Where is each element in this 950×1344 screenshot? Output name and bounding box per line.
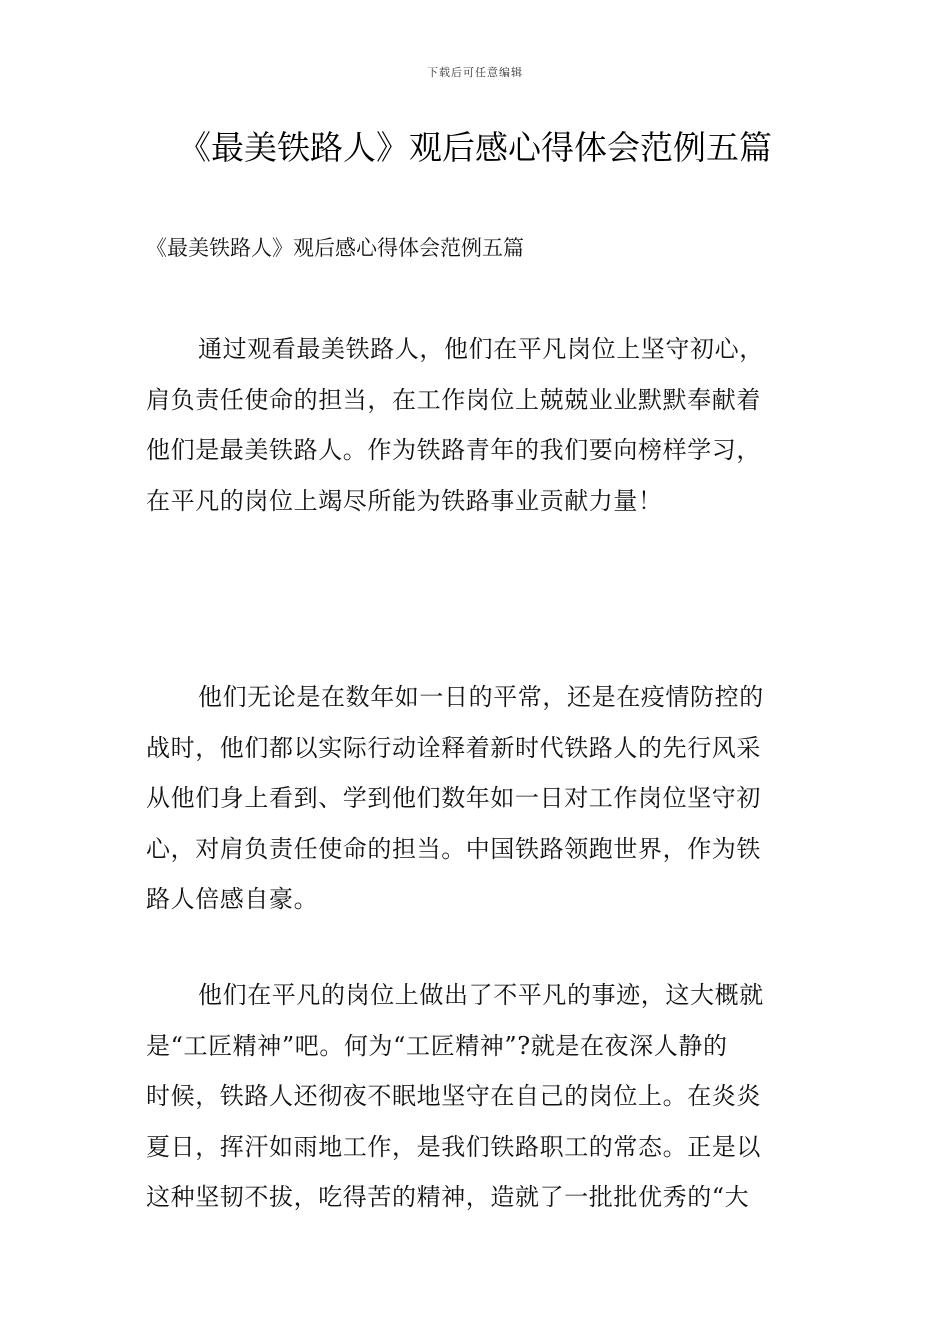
paragraph-line: 这种坚韧不拔，吃得苦的精神，造就了一批批优秀的“大 — [146, 1183, 750, 1212]
document-title: 《最美铁路人》观后感心得体会范例五篇 — [178, 128, 772, 167]
paragraph-line: 从他们身上看到、学到他们数年如一日对工作岗位坚守初 — [146, 784, 761, 813]
paragraph-2 — [146, 680, 806, 933]
paragraph-line: 战时，他们都以实际行动诠释着新时代铁路人的先行风采 — [146, 733, 761, 762]
paragraph-3 — [146, 978, 806, 1231]
header-note: 下载后可任意编辑 — [427, 66, 523, 79]
paragraph-line: 是“工匠精神”吧。何为“工匠精神”?就是在夜深人静的 — [146, 1031, 728, 1060]
paragraph-line: 在平凡的岗位上竭尽所能为铁路事业贡献力量！ — [146, 486, 663, 515]
paragraph-line: 路人倍感自豪。 — [146, 885, 319, 914]
paragraph-line: 他们在平凡的岗位上做出了不平凡的事迹，这大概就 — [198, 981, 764, 1009]
paragraph-line: 他们是最美铁路人。作为铁路青年的我们要向榜样学习， — [146, 436, 761, 465]
paragraph-line: 肩负责任使命的担当，在工作岗位上兢兢业业默默奉献着 — [146, 385, 761, 414]
document-subtitle: 《最美铁路人》观后感心得体会范例五篇 — [146, 236, 524, 260]
paragraph-line: 时候，铁路人还彻夜不眠地坚守在自己的岗位上。在炎炎 — [146, 1082, 761, 1111]
paragraph-line: 夏日，挥汗如雨地工作，是我们铁路职工的常态。正是以 — [146, 1132, 761, 1161]
paragraph-1 — [146, 332, 806, 534]
paragraph-line: 通过观看最美铁路人，他们在平凡岗位上坚守初心， — [198, 335, 764, 363]
paragraph-line: 他们无论是在数年如一日的平常，还是在疫情防控的 — [198, 683, 764, 711]
paragraph-line: 心，对肩负责任使命的担当。中国铁路领跑世界，作为铁 — [146, 834, 761, 863]
